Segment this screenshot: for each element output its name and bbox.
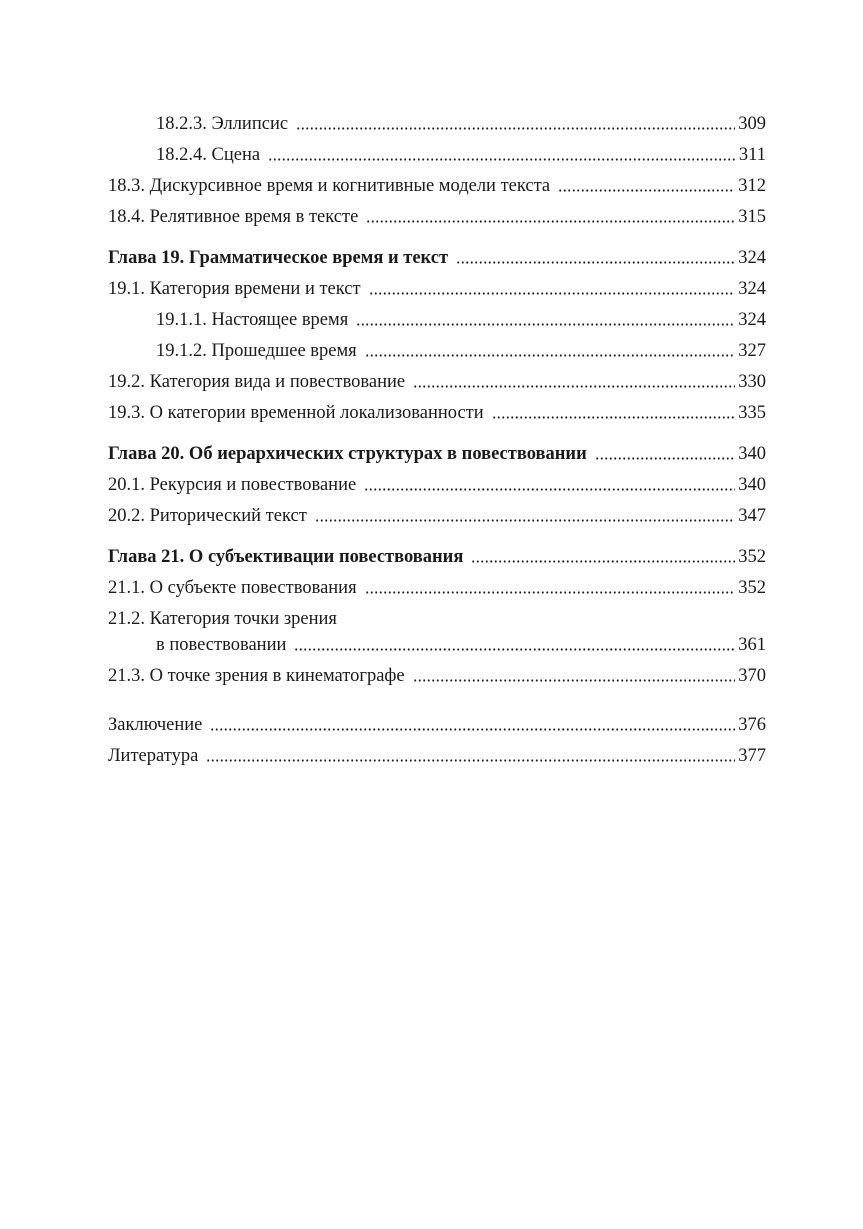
dot-leader [471, 560, 735, 563]
toc-entry-page: 340 [738, 444, 766, 464]
toc-entry-title: 21.2. Категория точки зрения [108, 609, 337, 629]
dot-leader [366, 220, 735, 223]
toc-entry-page: 370 [738, 666, 766, 686]
toc-entry[interactable] [108, 599, 766, 656]
toc-entry-title-continued: в повествовании [156, 635, 287, 655]
toc-entry[interactable] [108, 197, 766, 228]
toc-entry-title: 18.2.4. Сцена [156, 145, 261, 165]
toc-entry-title: Глава 21. О субъективации повествования [108, 547, 464, 567]
toc-entry-page: 309 [738, 114, 766, 134]
toc-entry[interactable] [108, 166, 766, 197]
toc-entry-title: 19.1.2. Прошедшее время [156, 341, 357, 361]
toc-entry[interactable] [108, 300, 766, 331]
dot-leader [364, 488, 735, 491]
toc-entry[interactable] [108, 135, 766, 166]
toc-entry-page: 352 [738, 578, 766, 598]
toc-entry-title: Глава 19. Грамматическое время и текст [108, 248, 449, 268]
toc-entry[interactable] [108, 496, 766, 527]
dot-leader [413, 385, 735, 388]
dot-leader [365, 591, 736, 594]
dot-leader [456, 261, 735, 264]
toc-entry[interactable] [108, 104, 766, 135]
toc-entry[interactable] [108, 705, 766, 736]
toc-entry-page: 315 [738, 207, 766, 227]
toc-entry[interactable] [108, 656, 766, 687]
dot-leader [294, 648, 735, 651]
toc-entry-title: 19.2. Категория вида и повествование [108, 372, 406, 392]
dot-leader [315, 519, 735, 522]
toc-entry-page: 352 [738, 547, 766, 567]
toc-entry-page: 324 [738, 279, 766, 299]
toc-entry-title: 20.2. Риторический текст [108, 506, 307, 526]
toc-chapter-entry[interactable] [108, 434, 766, 465]
toc-entry-title: 21.1. О субъекте повествования [108, 578, 357, 598]
dot-leader [268, 158, 736, 161]
toc-entry-title: Литература [108, 746, 199, 766]
dot-leader [369, 292, 736, 295]
toc-entry[interactable] [108, 331, 766, 362]
dot-leader [595, 457, 736, 460]
dot-leader [492, 416, 736, 419]
toc-entry[interactable] [108, 362, 766, 393]
toc-entry-title: Заключение [108, 715, 203, 735]
dot-leader [558, 189, 735, 192]
dot-leader [210, 728, 735, 731]
toc-entry-title: 18.2.3. Эллипсис [156, 114, 289, 134]
dot-leader [356, 323, 735, 326]
toc-entry-title: 20.1. Рекурсия и повествование [108, 475, 357, 495]
toc-entry-page: 335 [738, 403, 766, 423]
toc-entry-page: 324 [738, 248, 766, 268]
toc-entry-title: 19.3. О категории временной локализованности [108, 403, 484, 423]
toc-chapter-entry[interactable] [108, 537, 766, 568]
toc-entry-page: 330 [738, 372, 766, 392]
toc-entry-page: 311 [738, 145, 766, 165]
toc-entry-title: Глава 20. Об иерархических структурах в повествовании [108, 444, 587, 464]
toc-entry-page: 377 [738, 746, 766, 766]
toc-entry-title: 21.3. О точке зрения в кинематографе [108, 666, 405, 686]
toc-entry[interactable] [108, 465, 766, 496]
toc-entry-title: 18.3. Дискурсивное время и когнитивные модели текста [108, 176, 551, 196]
toc-entry-title: 19.1. Категория времени и текст [108, 279, 361, 299]
toc-entry-page: 327 [738, 341, 766, 361]
dot-leader [206, 759, 735, 762]
dot-leader [365, 354, 736, 357]
toc-entry-page: 312 [738, 176, 766, 196]
toc-entry-page: 340 [738, 475, 766, 495]
toc-entry[interactable] [108, 568, 766, 599]
toc-entry-page: 347 [738, 506, 766, 526]
table-of-contents [108, 104, 766, 767]
toc-entry[interactable] [108, 736, 766, 767]
toc-entry-page: 376 [738, 715, 766, 735]
toc-entry[interactable] [108, 269, 766, 300]
toc-entry-page: 361 [738, 635, 766, 655]
dot-leader [413, 679, 736, 682]
toc-entry-title: 19.1.1. Настоящее время [156, 310, 349, 330]
toc-chapter-entry[interactable] [108, 238, 766, 269]
toc-entry-page: 324 [738, 310, 766, 330]
toc-entry[interactable] [108, 393, 766, 424]
dot-leader [296, 127, 735, 130]
toc-entry-title: 18.4. Релятивное время в тексте [108, 207, 359, 227]
